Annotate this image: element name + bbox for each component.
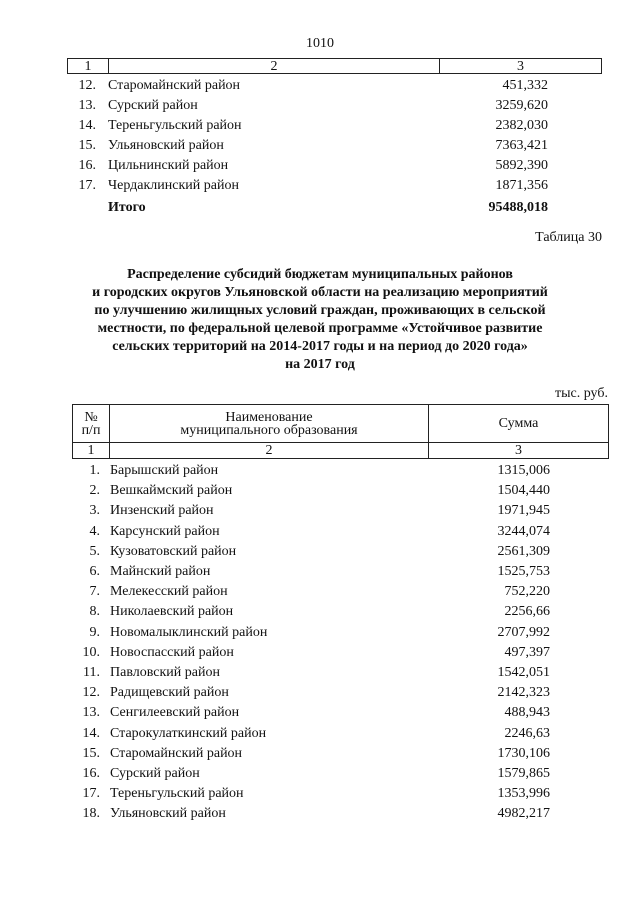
row-number: 7. [89,584,100,600]
table-row [74,645,564,663]
row-value: 451,332 [502,78,548,93]
table-row [70,98,550,116]
table-row [74,766,564,784]
table-row [74,786,564,804]
header-num-line1: № [84,409,98,425]
row-number: 13. [78,98,96,113]
row-value: 752,220 [504,584,550,600]
row-name: Мелекесский район [110,584,228,600]
header-sum-cell: Сумма [429,405,609,443]
row-number: 16. [82,766,100,781]
row-name: Сенгилеевский район [110,705,240,721]
title-line: Распределение субсидий бюджетам муниципальных районов [127,267,513,282]
row-value: 488,943 [504,705,550,721]
total-row [70,200,550,218]
row-number: 11. [83,665,100,680]
table-label: Таблица 30 [535,230,602,245]
table-row [74,746,564,764]
row-name: Павловский район [110,665,220,680]
header-name-line1: Наименование [225,409,313,425]
row-value: 1579,865 [497,766,550,781]
title-line: сельских территорий на 2014-2017 годы и на период до 2020 года» [112,339,528,354]
row-value: 1504,440 [497,483,550,499]
row-value: 1542,051 [497,665,550,680]
table-row [74,503,564,521]
row-number: 15. [78,138,96,153]
row-name: Цильнинский район [108,158,229,173]
row-value: 2382,030 [495,118,548,133]
row-value: 3259,620 [495,98,548,113]
table-row [74,705,564,723]
table-row [74,625,564,643]
row-value: 1971,945 [497,503,550,519]
row-name: Вешкаймский район [110,483,233,499]
total-value: 95488,018 [488,200,548,215]
row-value: 497,397 [504,644,550,660]
row-number: 17. [82,786,100,802]
row-name: Тереньгульский район [108,118,242,133]
table-row [74,726,564,744]
row-value: 7363,421 [495,138,548,153]
row-value: 1353,996 [497,786,550,802]
row-number: 3. [89,503,100,519]
top-table-column-numbers [67,58,602,74]
col-number-3: 3 [429,443,609,459]
row-value: 2256,66 [504,604,550,620]
row-number: 5. [89,543,100,559]
row-number: 17. [78,178,96,193]
row-number: 18. [82,806,100,822]
table-row [70,178,550,196]
row-name: Майнский район [110,564,211,579]
row-number: 8. [89,604,100,620]
row-number: 12. [82,685,100,701]
row-value: 1525,753 [497,564,550,579]
main-table-header [72,404,609,459]
row-value: 4982,217 [497,806,550,822]
row-number: 6. [89,564,100,579]
table-row [74,584,564,602]
row-name: Ульяновский район [110,806,226,822]
col-number-1: 1 [68,59,109,74]
row-number: 12. [78,78,96,93]
row-value: 1315,006 [497,463,550,478]
row-value: 1871,356 [495,178,548,193]
col-number-2: 2 [109,59,440,74]
row-name: Карсунский район [110,523,220,539]
row-name: Новоспасский район [110,644,234,660]
row-number: 14. [78,118,96,133]
top-table-rows [70,78,550,218]
table-row [74,806,564,824]
title-line: и городских округов Ульяновской области на реализацию мероприятий [92,285,548,300]
table-row [70,158,550,176]
title-line: по улучшению жилищных условий граждан, проживающих в сельской [94,303,546,318]
row-number: 4. [89,523,100,539]
row-name: Чердаклинский район [108,178,239,193]
table-row [74,483,564,501]
row-number: 9. [89,624,100,640]
row-name: Сурский район [110,766,200,781]
table-row [74,524,564,542]
row-value: 5892,390 [495,158,548,173]
header-num-line2: п/п [81,422,101,438]
row-name: Ульяновский район [108,138,224,153]
table-row [74,604,564,622]
row-name: Сурский район [108,98,198,113]
table-row [74,544,564,562]
unit-label: тыс. руб. [555,386,608,401]
header-name-line2: муниципального образования [180,422,358,438]
header-name-cell [110,405,429,443]
row-name: Радищевский район [110,685,229,701]
title-line: местности, по федеральной целевой программе «Устойчивое развитие [97,321,543,336]
row-value: 2142,323 [497,685,550,701]
table-title [60,266,580,374]
total-label: Итого [108,200,146,215]
row-number: 15. [82,745,100,761]
row-name: Старомайнский район [110,745,243,761]
main-table-rows [74,463,564,833]
row-value: 1730,106 [497,745,550,761]
row-number: 14. [82,725,100,741]
row-value: 2707,992 [497,624,550,640]
col-number-3: 3 [440,59,602,74]
row-name: Инзенский район [110,503,214,519]
table-row [74,564,564,582]
table-row [74,463,564,481]
col-number-1: 1 [73,443,110,459]
row-number: 16. [78,158,96,173]
row-value: 2246,63 [504,725,550,741]
header-num-cell [73,405,110,443]
row-name: Тереньгульский район [110,786,244,802]
row-name: Старомайнский район [108,78,241,93]
table-row [70,138,550,156]
row-name: Николаевский район [110,604,234,620]
row-number: 13. [82,705,100,721]
row-value: 3244,074 [497,523,550,539]
row-name: Новомалыклинский район [110,624,268,640]
row-name: Старокулаткинский район [110,725,267,741]
table-row [70,78,550,96]
row-name: Барышский район [110,463,219,478]
col-number-2: 2 [110,443,429,459]
table-row [74,665,564,683]
table-row [70,118,550,136]
row-number: 10. [82,644,100,660]
row-value: 2561,309 [497,543,550,559]
title-line: на 2017 год [285,357,355,372]
row-number: 1. [89,463,100,478]
row-name: Кузоватовский район [110,543,237,559]
page-number: 1010 [306,36,334,51]
table-row [74,685,564,703]
row-number: 2. [89,483,100,499]
